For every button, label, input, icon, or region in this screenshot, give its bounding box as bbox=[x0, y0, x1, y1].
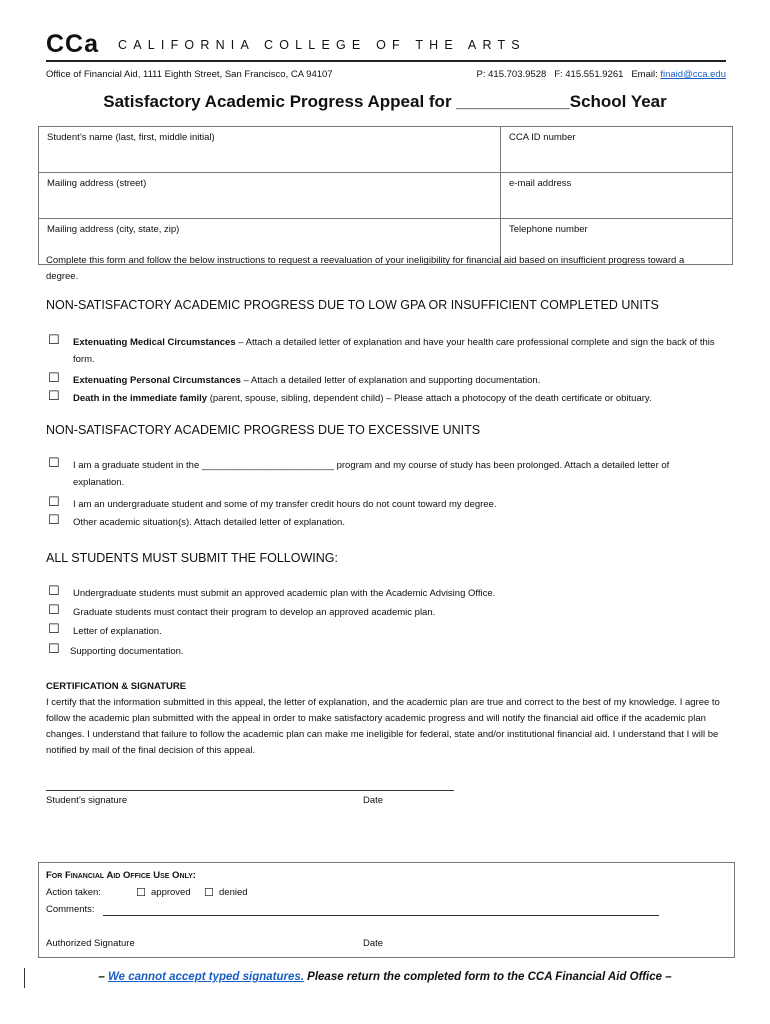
personal-item-title: Extenuating Personal Circumstances bbox=[73, 375, 241, 386]
email-label: Email: bbox=[631, 69, 658, 80]
comments-line[interactable] bbox=[103, 915, 659, 916]
contact-info bbox=[477, 69, 726, 80]
office-date-label: Date bbox=[363, 938, 384, 949]
section-excessive-units-heading: NON-SATISFACTORY ACADEMIC PROGRESS DUE TO EXCESSIVE UNITS bbox=[46, 423, 481, 437]
graduate-plan-item: Graduate students must contact their program to develop an approved academic plan. bbox=[73, 607, 436, 618]
email-field[interactable] bbox=[501, 173, 733, 219]
page-title: Satisfactory Academic Progress Appeal for ____________School Year bbox=[103, 92, 667, 111]
college-name: CALIFORNIA COLLEGE OF THE ARTS bbox=[118, 38, 526, 52]
student-name-field[interactable] bbox=[39, 127, 501, 173]
personal-item-text: – Attach a detailed letter of explanation and supporting documentation. bbox=[240, 375, 541, 386]
cca-id-field[interactable] bbox=[501, 127, 733, 173]
graduate-checkbox[interactable]: ☐ bbox=[48, 456, 60, 471]
academic-plan-item: Undergraduate students must submit an approved academic plan with the Academic Advising Office. bbox=[73, 588, 496, 599]
footer-notice bbox=[0, 971, 770, 983]
phone-number: P: 415.703.9528 bbox=[476, 69, 547, 80]
personal-item bbox=[73, 372, 723, 389]
office-use-heading: For Financial Aid Office Use Only: bbox=[46, 870, 196, 881]
death-item-title: Death in the immediate family bbox=[73, 393, 208, 404]
cca-id-label: CCA ID number bbox=[509, 132, 576, 143]
other-situation-item: Other academic situation(s). Attach detailed letter of explanation. bbox=[73, 517, 345, 528]
typed-signatures-link[interactable]: We cannot accept typed signatures. bbox=[107, 971, 304, 983]
authorized-signature-label: Authorized Signature bbox=[46, 938, 135, 949]
graduate-plan-checkbox[interactable]: ☐ bbox=[48, 603, 60, 618]
medical-item bbox=[73, 334, 723, 368]
section-all-students-heading: ALL STUDENTS MUST SUBMIT THE FOLLOWING: bbox=[46, 551, 338, 565]
header-divider bbox=[46, 60, 726, 62]
graduate-item: I am a graduate student in the _________________________ program and my course of study has been prolonged. Attach a detailed letter of explanation. bbox=[73, 460, 670, 488]
student-signature-line[interactable] bbox=[46, 790, 454, 791]
approved-checkbox[interactable]: ☐ bbox=[136, 886, 146, 899]
medical-item-title: Extenuating Medical Circumstances bbox=[73, 337, 236, 348]
section-low-gpa-heading: NON-SATISFACTORY ACADEMIC PROGRESS DUE TO LOW GPA OR INSUFFICIENT COMPLETED UNITS bbox=[46, 298, 659, 312]
letter-item: Letter of explanation. bbox=[73, 626, 162, 637]
certification-heading: CERTIFICATION & SIGNATURE bbox=[46, 681, 187, 692]
letter-checkbox[interactable]: ☐ bbox=[48, 622, 60, 637]
personal-checkbox[interactable]: ☐ bbox=[48, 371, 60, 386]
city-state-zip-label: Mailing address (city, state, zip) bbox=[47, 224, 180, 235]
fax-number: F: 415.551.9261 bbox=[554, 69, 624, 80]
denied-label: denied bbox=[219, 887, 248, 898]
action-taken-label: Action taken: bbox=[46, 887, 101, 898]
student-info-table bbox=[38, 126, 733, 265]
student-name-label: Student’s name (last, first, middle initial) bbox=[47, 132, 215, 143]
instructions-text: Complete this form and follow the below instructions to request a reevaluation of your ineligibility for financial aid based on insufficient progress toward a degree. bbox=[46, 255, 685, 282]
academic-plan-checkbox[interactable]: ☐ bbox=[48, 584, 60, 599]
death-item bbox=[73, 390, 723, 407]
email-link[interactable]: finaid@cca.edu bbox=[660, 69, 726, 80]
approved-label: approved bbox=[151, 887, 191, 898]
death-checkbox[interactable]: ☐ bbox=[48, 389, 60, 404]
email-field-label: e-mail address bbox=[509, 178, 572, 189]
medical-checkbox[interactable]: ☐ bbox=[48, 333, 60, 348]
denied-checkbox[interactable]: ☐ bbox=[204, 886, 214, 899]
student-date-label: Date bbox=[363, 795, 384, 806]
cca-logo: CCa bbox=[46, 30, 100, 58]
certification-text: I certify that the information submitted in this appeal, the letter of explanation, and the academic plan are true and correct to the best of my knowledge. I agree to follow the academic plan submitted with the appeal in order to make satisfactory academic progress and will notify the financial aid office if the academic plan changes. I understand that failure to follow the academic plan can make me ineligible for federal, state and/or institutional financial aid. I understand that I will be notified by mail of the final decision of this appeal. bbox=[46, 697, 720, 756]
comments-label: Comments: bbox=[46, 904, 95, 915]
death-item-text: (parent, spouse, sibling, dependent child) – Please attach a photocopy of the death certificate or obituary. bbox=[207, 393, 652, 404]
supporting-docs-item: Supporting documentation. bbox=[70, 646, 184, 657]
medical-item-text: – Attach a detailed letter of explanation and have your health care professional complete and sign the back of this form. bbox=[73, 337, 715, 365]
undergrad-transfer-item: I am an undergraduate student and some of my transfer credit hours do not count toward my degree. bbox=[73, 499, 497, 510]
other-situation-checkbox[interactable]: ☐ bbox=[48, 513, 60, 528]
street-address-label: Mailing address (street) bbox=[47, 178, 147, 189]
student-signature-label: Student’s signature bbox=[46, 795, 128, 806]
undergrad-transfer-checkbox[interactable]: ☐ bbox=[48, 495, 60, 510]
telephone-label: Telephone number bbox=[509, 224, 588, 235]
supporting-docs-checkbox[interactable]: ☐ bbox=[48, 642, 60, 657]
footer-return-text: Please return the completed form to the CCA Financial Aid Office – bbox=[303, 971, 672, 983]
office-address: Office of Financial Aid, 1111 Eighth Street, San Francisco, CA 94107 bbox=[46, 69, 333, 80]
footer-dash: – bbox=[98, 971, 105, 983]
street-address-field[interactable] bbox=[39, 173, 501, 219]
